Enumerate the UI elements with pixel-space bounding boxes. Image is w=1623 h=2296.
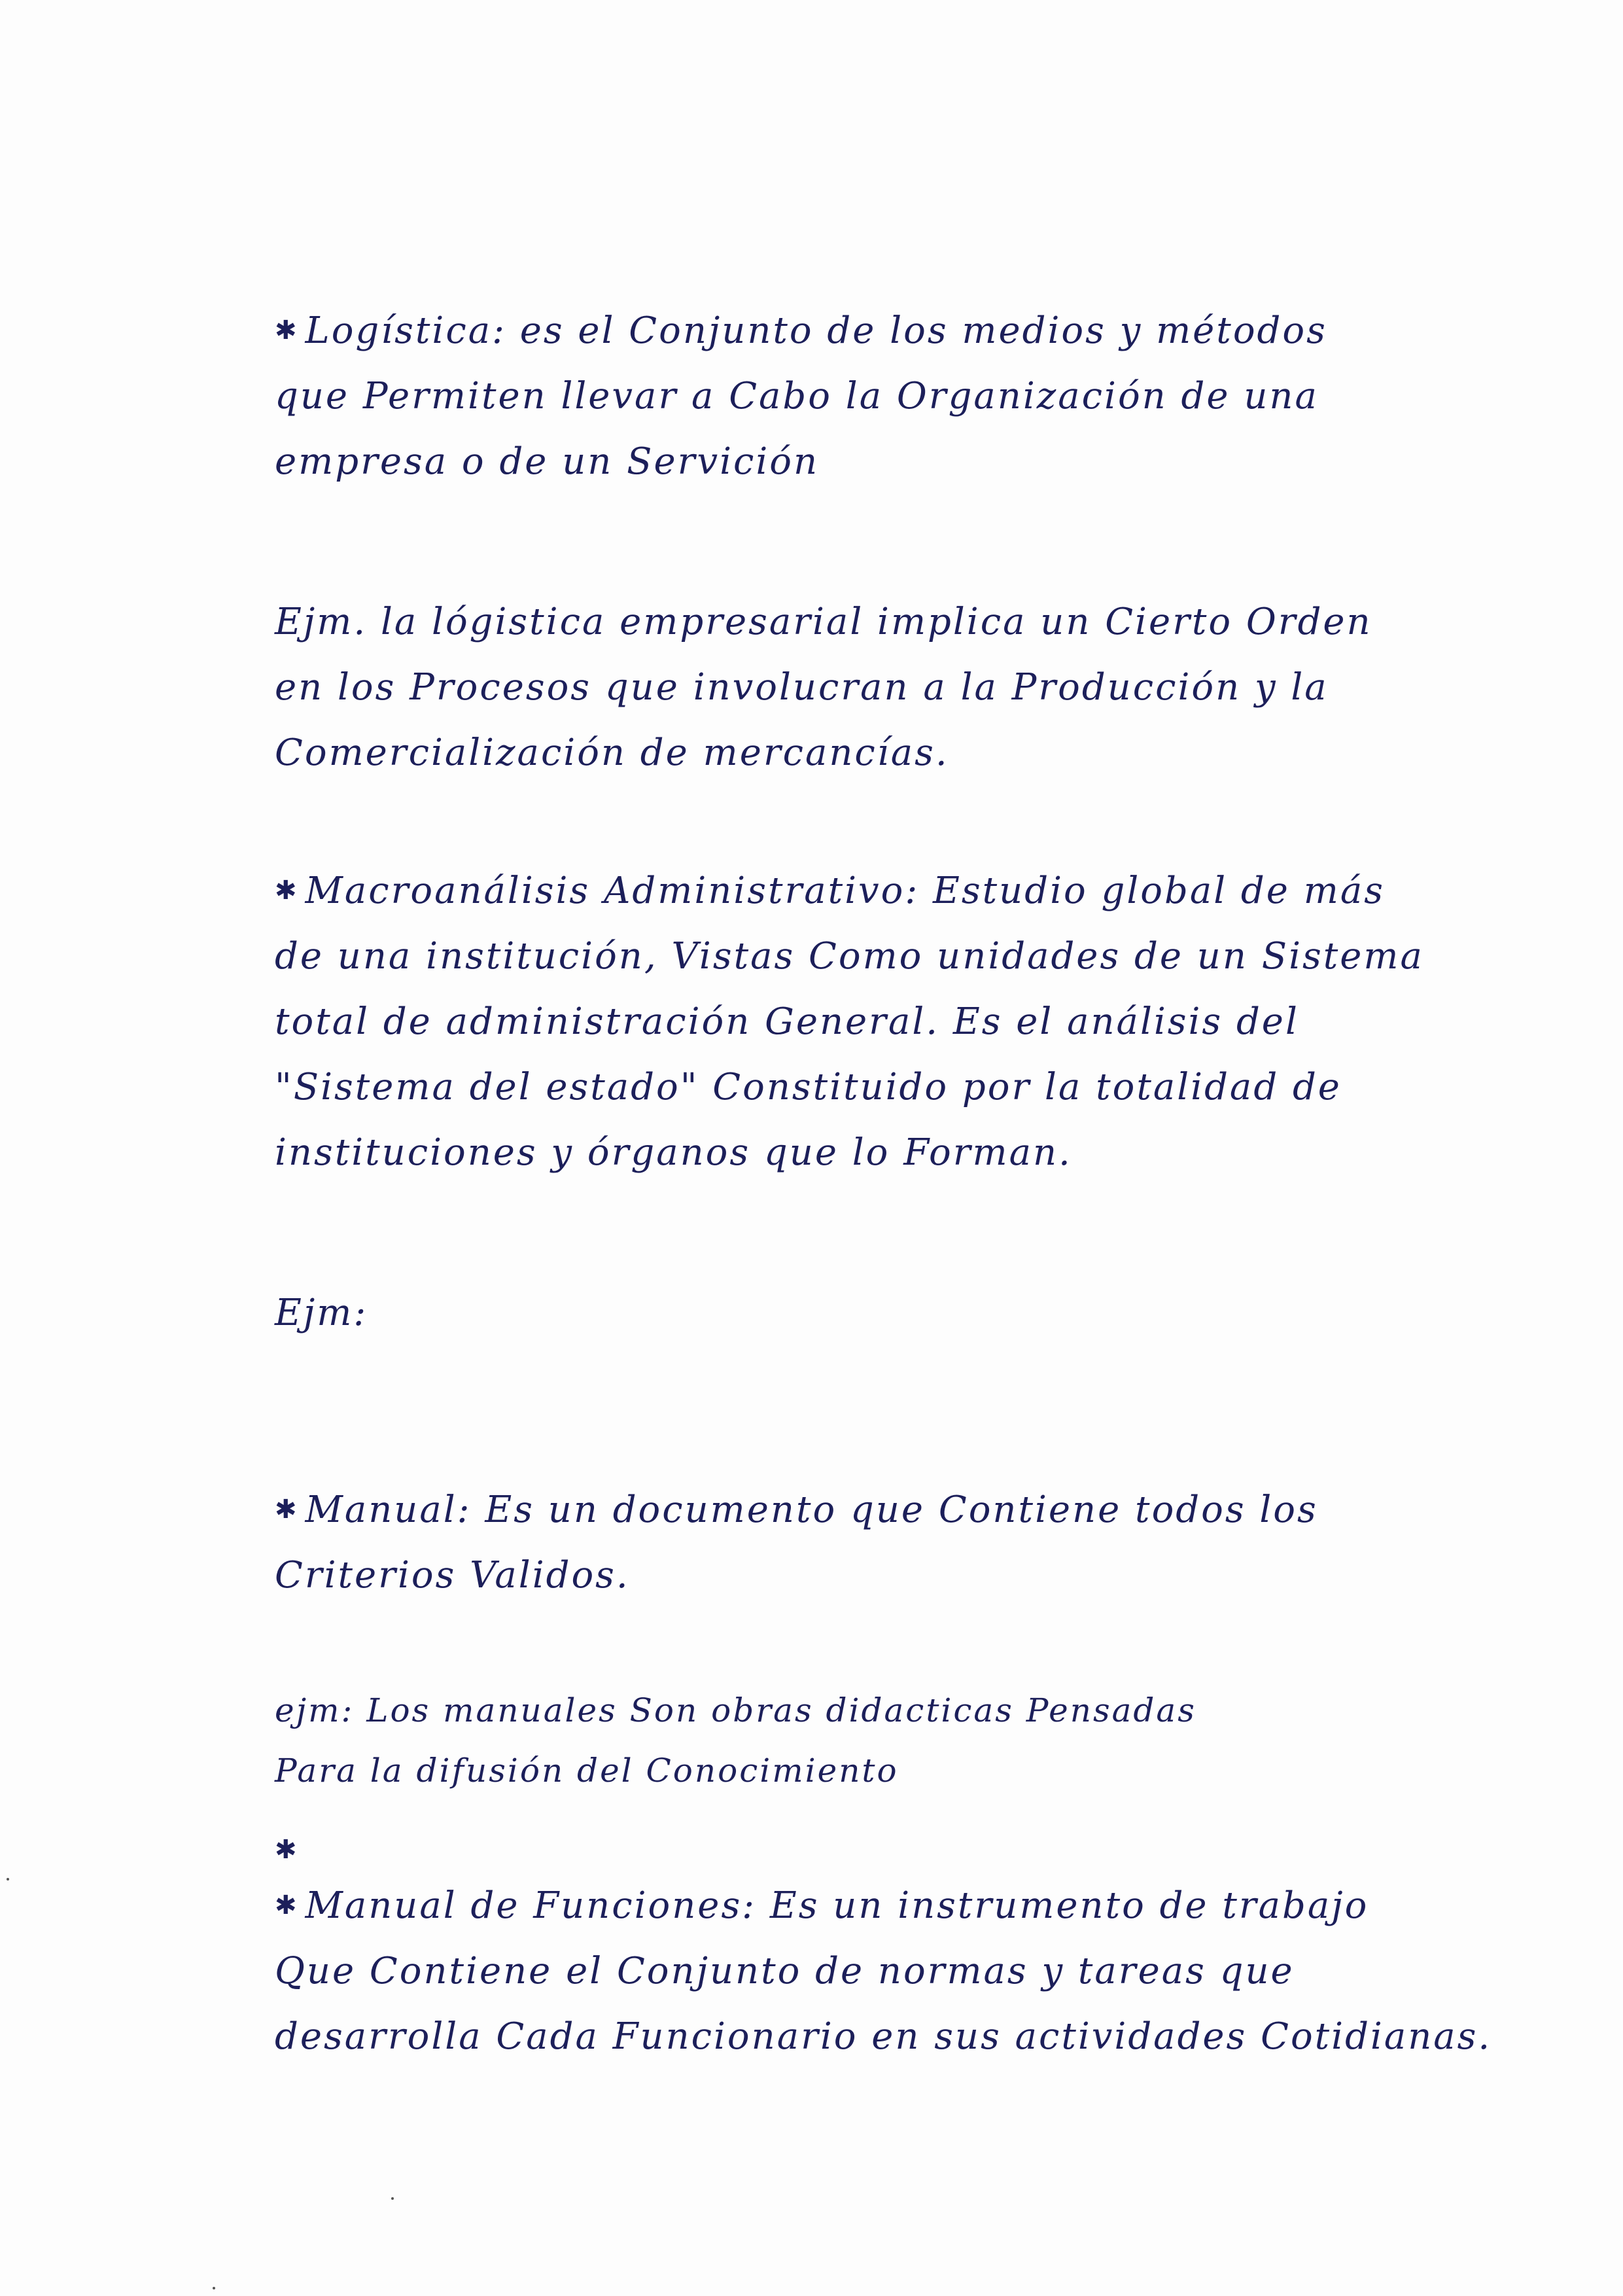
note-line: empresa o de un Servición [275,440,820,483]
bullet-star-icon: ✱ [275,1890,299,1920]
bullet-star-icon: ✱ [275,1494,299,1525]
example-label: Ejm: [275,1292,368,1334]
note-line: total de administración General. Es el análisis del [275,1000,1299,1043]
example-logistica [275,590,1452,786]
note-line: que Permiten llevar a Cabo la Organización de una [275,375,1319,417]
note-line: ejm: Los manuales Son obras didacticas Pensadas [275,1691,1196,1729]
definition-manual [275,1477,1452,1608]
example-manual [275,1680,1452,1801]
example-macroanalisis [275,1280,1452,1346]
note-line: ✱ Macroanálisis Administrativo: Estudio global de más [275,870,1385,912]
note-line: Ejm. la lógistica empresarial implica un Cierto Orden [275,601,1372,643]
note-line: en los Procesos que involucran a la Producción y la [275,666,1329,709]
paper-speck [213,2287,215,2289]
bullet-star-icon: ✱ [275,1835,297,1865]
note-line: desarrolla Cada Funcionario en sus actividades Cotidianas. [275,2015,1492,2058]
note-line: "Sistema del estado" Constituido por la totalidad de [275,1066,1342,1108]
note-line: Que Contiene el Conjunto de normas y tareas que [275,1950,1295,1992]
definition-manual-funciones [275,1873,1492,2070]
note-line: ✱ Manual de Funciones: Es un instrumento de trabajo [275,1884,1369,1927]
note-line: Comercialización de mercancías. [275,732,949,774]
definition-macroanalisis [275,858,1452,1186]
note-line: de una institución, Vistas Como unidades de un Sistema [275,935,1424,978]
note-line: ✱ Manual: Es un documento que Contiene todos los [275,1489,1318,1531]
definition-logistica [275,298,1452,495]
note-line: Para la difusión del Conocimiento [275,1752,899,1790]
bullet-star-icon: ✱ [275,875,299,906]
paper-speck [7,1878,9,1881]
note-line: instituciones y órganos que lo Forman. [275,1131,1072,1174]
note-line: ✱ Logística: es el Conjunto de los medios y métodos [275,309,1327,352]
paper-speck [391,2197,394,2200]
handwritten-notes [275,298,1492,2070]
bullet-star-icon: ✱ [275,315,299,345]
note-line: Criterios Validos. [275,1554,630,1597]
